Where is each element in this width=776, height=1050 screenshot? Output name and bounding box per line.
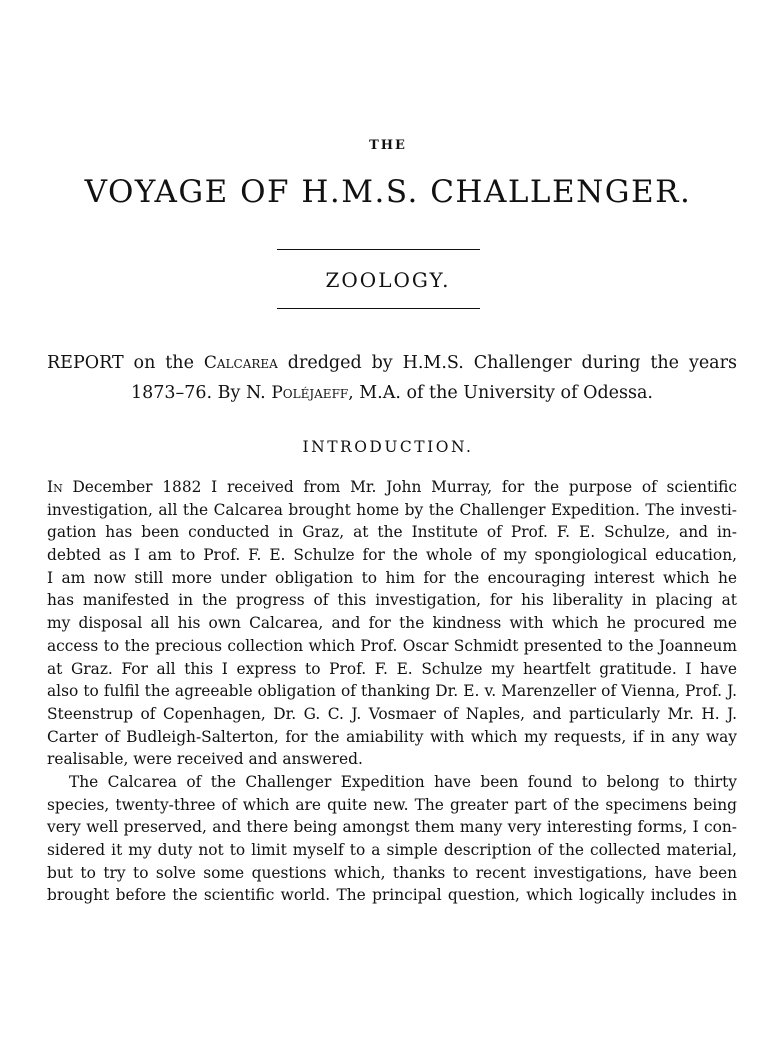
header-the: THE [369, 138, 407, 153]
report-line-1 [47, 348, 737, 378]
section-subject: ZOOLOGY. [325, 268, 451, 292]
body-line: brought before the scientific world. The principal question, which logically includes in [47, 886, 737, 905]
report-line-2 [47, 378, 737, 408]
body-line: The Calcarea of the Challenger Expedition have been found to belong to thirty [69, 772, 737, 791]
body-line: my disposal all his own Calcarea, and for the kindness with which he procured me [47, 614, 737, 633]
report-heading [47, 348, 737, 408]
report-calcarea: Calcarea [203, 353, 278, 373]
body-line: debted as I am to Prof. F. E. Schulze for the whole of my spongiological education, [47, 546, 737, 565]
body-line [47, 476, 737, 499]
report-line-1-end: dredged by H.M.S. Challenger during the years [287, 353, 737, 373]
introduction-body [47, 476, 737, 907]
body-line: but to try to solve some questions which, thanks to recent investigations, have been [47, 863, 737, 882]
divider-bottom [277, 308, 480, 309]
body-line-text: December 1882 I received from Mr. John Murray, for the purpose of scientific [62, 478, 737, 496]
body-line: access to the precious collection which Prof. Oscar Schmidt presented to the Joanneum [47, 636, 737, 655]
body-line: Carter of Budleigh-Salterton, for the amiability with which my requests, if in any way [47, 727, 737, 746]
report-line-2-start: 1873–76. By N. [131, 383, 266, 403]
report-author: Poléjaeff, [271, 383, 354, 403]
introduction-heading: INTRODUCTION. [302, 438, 474, 456]
body-line: species, twenty-three of which are quite new. The greater part of the specimens being [47, 795, 737, 814]
report-line-1-start: REPORT on the [47, 353, 194, 373]
divider-top [277, 249, 480, 250]
body-line: investigation, all the Calcarea brought home by the Challenger Expedition. The investi- [47, 500, 737, 519]
body-line: gation has been conducted in Graz, at the Institute of Prof. F. E. Schulze, and in- [47, 523, 737, 542]
body-line: sidered it my duty not to limit myself to a simple description of the collected material, [47, 841, 737, 859]
report-line-2-end: M.A. of the University of Odessa. [359, 383, 653, 403]
drop-word: In [47, 478, 63, 496]
page-title: VOYAGE OF H.M.S. CHALLENGER. [84, 174, 692, 210]
body-line: Steenstrup of Copenhagen, Dr. G. C. J. Vosmaer of Naples, and particularly Mr. H. J. [47, 704, 737, 723]
body-line: very well preserved, and there being amongst them many very interesting forms, I con- [47, 818, 737, 837]
body-line: I am now still more under obligation to him for the encouraging interest which he [47, 568, 737, 587]
body-line: at Graz. For all this I express to Prof. F. E. Schulze my heartfelt gratitude. I have [47, 659, 737, 678]
body-line: realisable, were received and answered. [47, 750, 363, 769]
body-line: also to fulfil the agreeable obligation of thanking Dr. E. v. Marenzeller of Vienna, Prof. J. [47, 682, 737, 701]
body-line: has manifested in the progress of this investigation, for his liberality in placing at [47, 591, 737, 610]
